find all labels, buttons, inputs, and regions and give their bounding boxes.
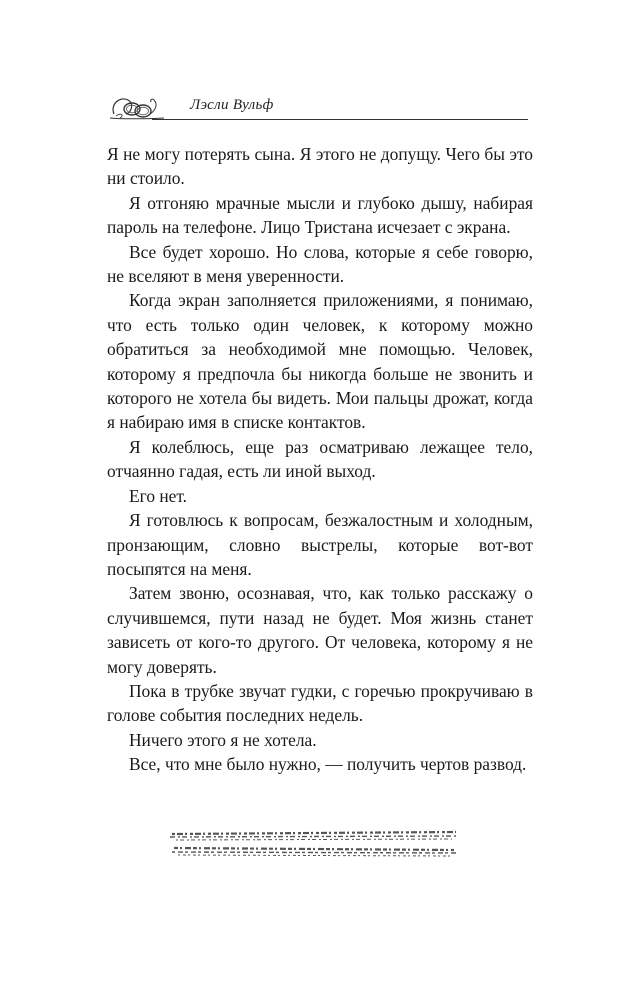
running-header [108, 92, 528, 122]
paragraph: Я отгоняю мрачные мысли и глубоко дышу, набирая пароль на телефоне. Лицо Тристана исчезает с экрана. [107, 192, 533, 238]
paragraph: Затем звоню, осознавая, что, как только расскажу о случившемся, пути назад не будет. Моя жизнь станет зависеть от кого-то другого. От человека, которому я не могу доверять. [107, 583, 533, 677]
author-name: Лэсли Вульф [190, 97, 274, 113]
paragraph: Я готовлюсь к вопросам, безжалостным и холодным, пронзающим, словно выстрелы, которые вот-вот посыпятся на меня. [107, 510, 533, 579]
header-rule [152, 119, 528, 120]
tire-track-ornament-icon [168, 826, 460, 862]
paragraph: Все, что мне было нужно, — получить чертов развод. [129, 754, 527, 775]
paragraph: Его нет. [129, 485, 188, 506]
paragraph: Я не могу потерять сына. Я этого не допущу. Чего бы это ни стоило. [107, 144, 533, 189]
paragraph: Когда экран заполняется приложениями, я понимаю, что есть только один человек, к которому можно обратиться за необходимой мне помощью. Человек, которому я предпочла бы никогда больше не звонить и которого не хотела бы видеть. Мои пальцы дрожат, когда я набираю имя в списке контактов. [107, 290, 533, 433]
rings-ornament-icon [108, 92, 166, 122]
paragraph: Я колеблюсь, еще раз осматриваю лежащее тело, отчаянно гадая, есть ли иной выход. [107, 436, 533, 482]
body-text [107, 142, 533, 777]
paragraph: Все будет хорошо. Но слова, которые я себе говорю, не вселяют в меня уверенности. [107, 241, 533, 287]
paragraph: Пока в трубке звучат гудки, с горечью прокручиваю в голове события последних недель. [107, 680, 533, 726]
paragraph: Ничего этого я не хотела. [129, 729, 317, 750]
